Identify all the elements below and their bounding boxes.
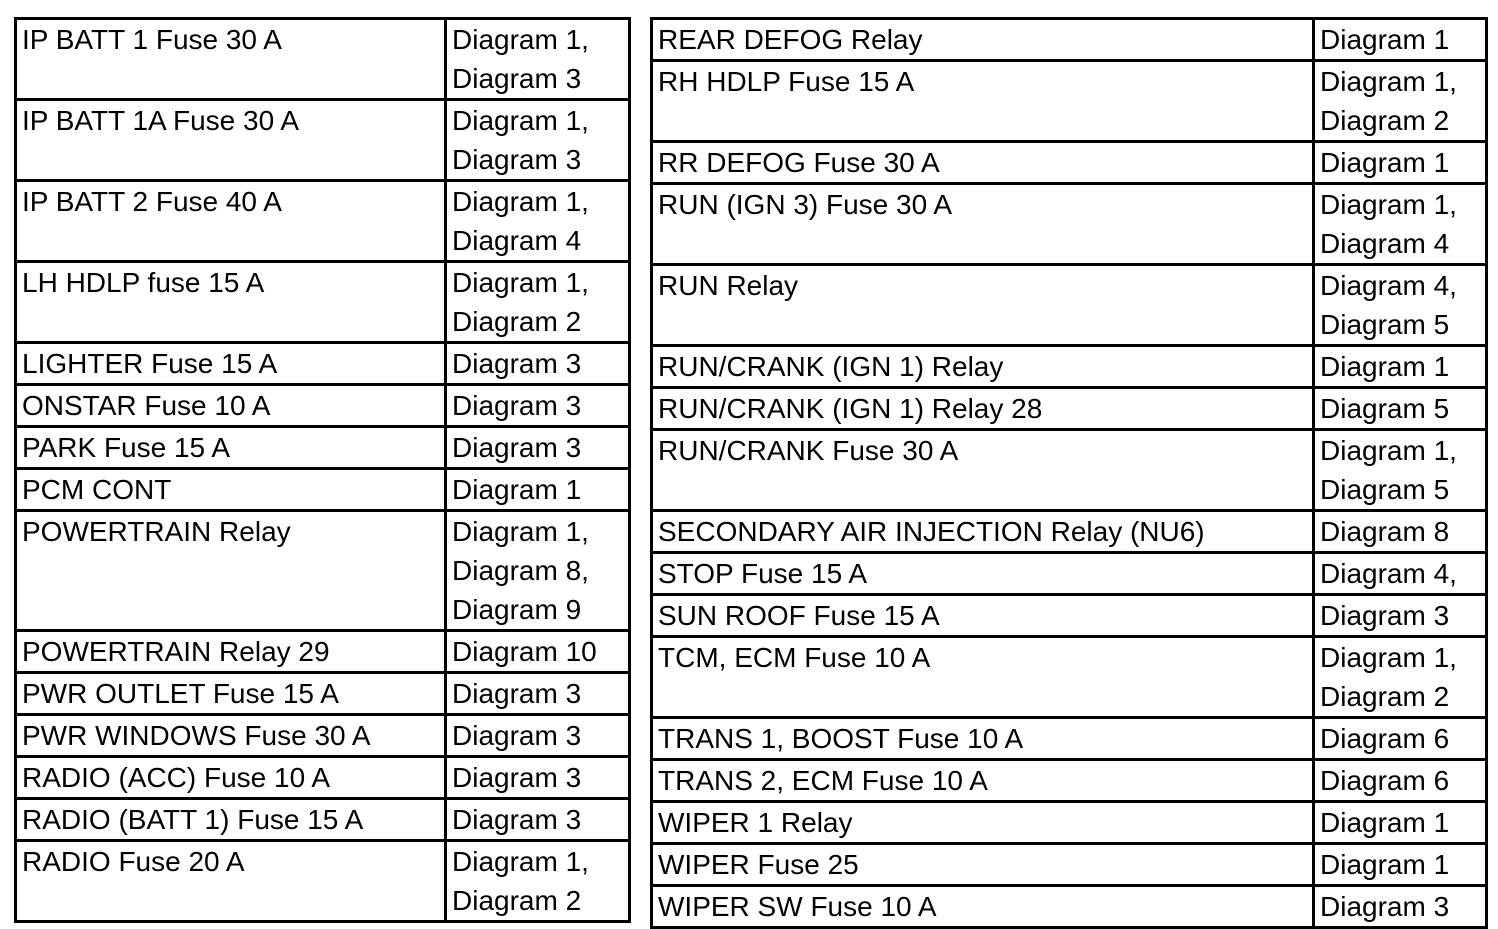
diagram-ref-cell	[1314, 886, 1487, 928]
table-row	[652, 265, 1487, 346]
table-row	[16, 511, 630, 631]
diagram-ref: Diagram 3	[452, 804, 582, 835]
component-name-cell: POWERTRAIN Relay 29	[16, 631, 446, 673]
diagram-ref: Diagram 1	[452, 474, 582, 505]
diagram-ref: Diagram 3	[452, 390, 582, 421]
diagram-ref-cell	[1314, 19, 1487, 61]
component-name-cell: RH HDLP Fuse 15 A	[652, 61, 1314, 142]
component-name-cell: REAR DEFOG Relay	[652, 19, 1314, 61]
table-row	[16, 715, 630, 757]
component-name-cell: PWR OUTLET Fuse 15 A	[16, 673, 446, 715]
diagram-ref: Diagram 1,	[452, 24, 589, 55]
diagram-ref: Diagram 8	[1320, 516, 1450, 547]
diagram-ref-cell	[1314, 430, 1487, 511]
component-name-cell: TCM, ECM Fuse 10 A	[652, 637, 1314, 718]
diagram-ref: Diagram 5	[1320, 309, 1450, 340]
diagram-ref: Diagram 2	[1320, 105, 1450, 136]
diagram-ref: Diagram 3	[452, 144, 582, 175]
table-row	[16, 19, 630, 100]
diagram-ref: Diagram 1,	[1320, 189, 1457, 220]
table-row	[16, 181, 630, 262]
table-row	[652, 553, 1487, 595]
diagram-ref: Diagram 1	[1320, 147, 1450, 178]
diagram-ref: Diagram 2	[452, 885, 582, 916]
diagram-ref: Diagram 3	[1320, 891, 1450, 922]
table-row	[652, 718, 1487, 760]
diagram-ref-cell	[446, 343, 630, 385]
diagram-ref: Diagram 4,	[1320, 558, 1457, 589]
diagram-ref: Diagram 9	[452, 594, 582, 625]
diagram-ref-cell	[446, 631, 630, 673]
diagram-ref: Diagram 1,	[452, 186, 589, 217]
diagram-ref: Diagram 2	[1320, 681, 1450, 712]
component-name-cell: IP BATT 1 Fuse 30 A	[16, 19, 446, 100]
component-name-cell: IP BATT 2 Fuse 40 A	[16, 181, 446, 262]
component-name-cell: TRANS 2, ECM Fuse 10 A	[652, 760, 1314, 802]
diagram-ref: Diagram 3	[452, 348, 582, 379]
component-name-cell: RR DEFOG Fuse 30 A	[652, 142, 1314, 184]
table-row	[652, 511, 1487, 553]
diagram-ref: Diagram 2	[452, 306, 582, 337]
diagram-ref: Diagram 1,	[1320, 435, 1457, 466]
table-row	[652, 184, 1487, 265]
diagram-ref-cell	[1314, 595, 1487, 637]
component-name-cell: RADIO (ACC) Fuse 10 A	[16, 757, 446, 799]
left-fuse-relay-table	[14, 17, 631, 923]
diagram-ref-cell	[446, 262, 630, 343]
diagram-ref-cell	[1314, 184, 1487, 265]
diagram-ref: Diagram 6	[1320, 765, 1450, 796]
diagram-ref-cell	[446, 181, 630, 262]
component-name-cell: RUN (IGN 3) Fuse 30 A	[652, 184, 1314, 265]
diagram-ref: Diagram 8,	[452, 555, 589, 586]
table-row	[652, 637, 1487, 718]
component-name-cell: RADIO (BATT 1) Fuse 15 A	[16, 799, 446, 841]
diagram-ref: Diagram 3	[452, 762, 582, 793]
component-name-cell: STOP Fuse 15 A	[652, 553, 1314, 595]
table-row	[652, 802, 1487, 844]
table-row	[652, 595, 1487, 637]
component-name-cell: RUN/CRANK Fuse 30 A	[652, 430, 1314, 511]
diagram-ref-cell	[446, 841, 630, 922]
diagram-ref: Diagram 1	[1320, 807, 1450, 838]
diagram-ref-cell	[1314, 760, 1487, 802]
diagram-ref: Diagram 1,	[452, 846, 589, 877]
diagram-ref: Diagram 1,	[1320, 66, 1457, 97]
diagram-ref-cell	[1314, 61, 1487, 142]
diagram-ref-cell	[446, 673, 630, 715]
diagram-ref: Diagram 5	[1320, 474, 1450, 505]
component-name-cell: WIPER 1 Relay	[652, 802, 1314, 844]
component-name-cell: PCM CONT	[16, 469, 446, 511]
diagram-ref-cell	[1314, 553, 1487, 595]
diagram-ref: Diagram 1,	[1320, 642, 1457, 673]
diagram-ref-cell	[1314, 718, 1487, 760]
diagram-ref-cell	[446, 715, 630, 757]
table-row	[16, 427, 630, 469]
diagram-ref: Diagram 3	[452, 432, 582, 463]
component-name-cell: TRANS 1, BOOST Fuse 10 A	[652, 718, 1314, 760]
table-row	[16, 841, 630, 922]
component-name-cell: SUN ROOF Fuse 15 A	[652, 595, 1314, 637]
diagram-ref: Diagram 1	[1320, 351, 1450, 382]
table-row	[16, 799, 630, 841]
component-name-cell: LIGHTER Fuse 15 A	[16, 343, 446, 385]
table-row	[652, 430, 1487, 511]
right-table-body	[652, 19, 1487, 928]
diagram-ref: Diagram 1,	[452, 516, 589, 547]
table-row	[16, 343, 630, 385]
diagram-ref: Diagram 1,	[452, 105, 589, 136]
table-row	[16, 385, 630, 427]
diagram-ref: Diagram 1	[1320, 24, 1450, 55]
diagram-ref-cell	[446, 511, 630, 631]
diagram-ref: Diagram 3	[452, 63, 582, 94]
table-row	[652, 142, 1487, 184]
table-row	[652, 346, 1487, 388]
diagram-ref-cell	[1314, 346, 1487, 388]
left-table-body	[16, 19, 630, 922]
table-row	[16, 469, 630, 511]
component-name-cell: WIPER Fuse 25	[652, 844, 1314, 886]
component-name-cell: PWR WINDOWS Fuse 30 A	[16, 715, 446, 757]
diagram-ref-cell	[1314, 511, 1487, 553]
table-row	[652, 61, 1487, 142]
table-row	[652, 388, 1487, 430]
diagram-ref-cell	[446, 100, 630, 181]
diagram-ref-cell	[1314, 802, 1487, 844]
component-name-cell: LH HDLP fuse 15 A	[16, 262, 446, 343]
table-row	[652, 760, 1487, 802]
component-name-cell: RUN Relay	[652, 265, 1314, 346]
component-name-cell: RUN/CRANK (IGN 1) Relay 28	[652, 388, 1314, 430]
component-name-cell: ONSTAR Fuse 10 A	[16, 385, 446, 427]
table-row	[16, 262, 630, 343]
component-name-cell: RADIO Fuse 20 A	[16, 841, 446, 922]
table-row	[16, 757, 630, 799]
table-row	[16, 673, 630, 715]
component-name-cell: POWERTRAIN Relay	[16, 511, 446, 631]
component-name-cell: WIPER SW Fuse 10 A	[652, 886, 1314, 928]
table-row	[652, 19, 1487, 61]
diagram-ref: Diagram 3	[1320, 600, 1450, 631]
table-row	[652, 844, 1487, 886]
component-name-cell: SECONDARY AIR INJECTION Relay (NU6)	[652, 511, 1314, 553]
diagram-ref-cell	[1314, 142, 1487, 184]
component-name-cell: IP BATT 1A Fuse 30 A	[16, 100, 446, 181]
diagram-ref-cell	[446, 757, 630, 799]
diagram-ref-cell	[1314, 637, 1487, 718]
table-row	[16, 631, 630, 673]
diagram-ref: Diagram 1	[1320, 849, 1450, 880]
diagram-ref-cell	[1314, 265, 1487, 346]
diagram-ref: Diagram 1,	[452, 267, 589, 298]
diagram-ref: Diagram 10	[452, 636, 597, 667]
component-name-cell: PARK Fuse 15 A	[16, 427, 446, 469]
diagram-ref: Diagram 5	[1320, 393, 1450, 424]
table-row	[652, 886, 1487, 928]
diagram-ref-cell	[446, 799, 630, 841]
table-row	[16, 100, 630, 181]
diagram-ref: Diagram 3	[452, 678, 582, 709]
diagram-ref-cell	[446, 427, 630, 469]
right-fuse-relay-table	[650, 17, 1488, 929]
diagram-ref: Diagram 4	[452, 225, 582, 256]
diagram-ref-cell	[446, 19, 630, 100]
diagram-ref-cell	[446, 469, 630, 511]
diagram-ref-cell	[446, 385, 630, 427]
diagram-ref-cell	[1314, 844, 1487, 886]
diagram-ref: Diagram 3	[452, 720, 582, 751]
component-name-cell: RUN/CRANK (IGN 1) Relay	[652, 346, 1314, 388]
diagram-ref: Diagram 4,	[1320, 270, 1457, 301]
diagram-ref-cell	[1314, 388, 1487, 430]
diagram-ref: Diagram 4	[1320, 228, 1450, 259]
diagram-ref: Diagram 6	[1320, 723, 1450, 754]
